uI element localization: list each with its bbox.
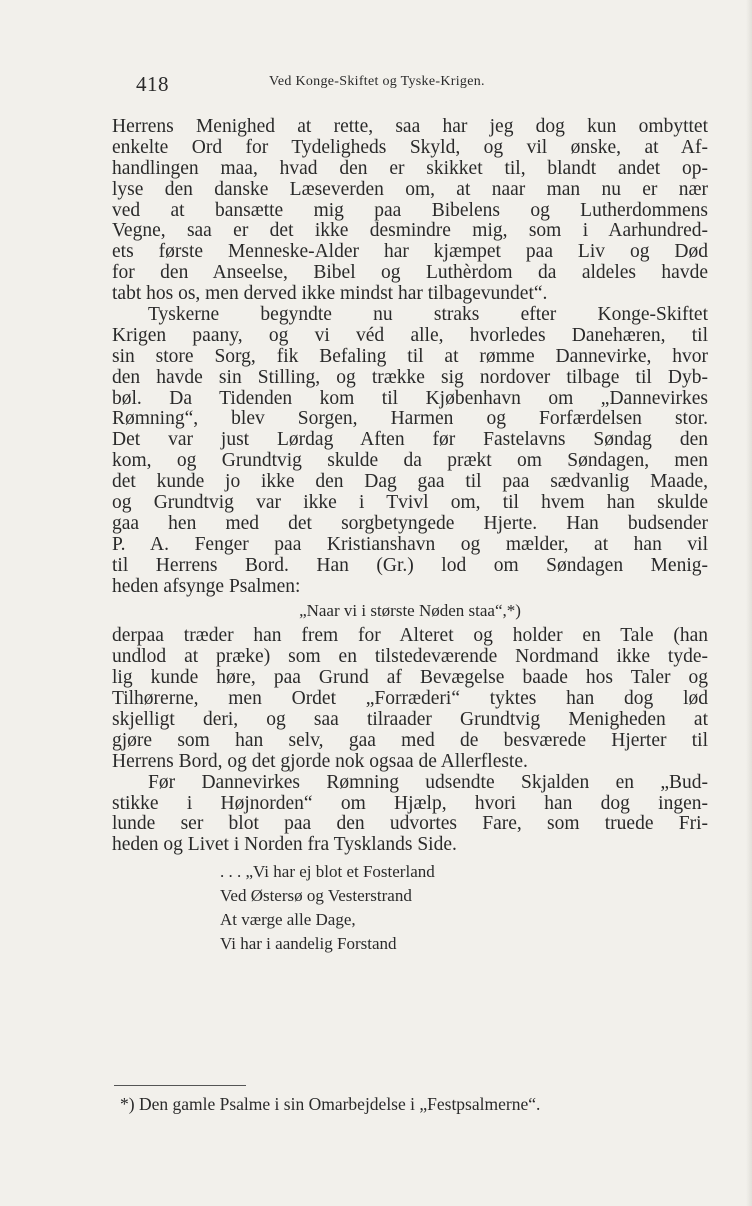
text-line: derpaa træder han frem for Alteret og holder en Tale (han — [112, 625, 708, 647]
psalm-title: „Naar vi i største Nøden staa“,*) — [299, 601, 521, 621]
text-line: Før Dannevirkes Rømning udsendte Skjalden en „Bud- — [148, 771, 708, 793]
text-line: til Herrens Bord. Han (Gr.) lod om Søndagen Menig- — [112, 554, 708, 576]
text-line: Vegne, saa er det ikke desmindre mig, som i Aarhundred- — [112, 220, 708, 242]
text-line: Tilhørerne, men Ordet „Forræderi“ tyktes han dog lød — [112, 688, 708, 710]
paragraph-4 — [112, 773, 708, 857]
text-line: Krigen paany, og vi véd alle, hvorledes Danehæren, til — [112, 324, 708, 346]
footnote-rule — [114, 1085, 246, 1086]
verse-line: At værge alle Dage, — [220, 910, 356, 930]
text-line: den havde sin Stilling, og trække sig nordover tilbage til Dyb- — [112, 366, 708, 388]
text-line: Det var just Lørdag Aften før Fastelavns Søndag den — [112, 429, 708, 451]
text-line: ved at bansætte mig paa Bibelens og Lutherdommens — [112, 199, 708, 221]
text-line: Tyskerne begyndte nu straks efter Konge-Skiftet — [148, 304, 708, 326]
paragraph-3 — [112, 626, 708, 772]
running-head — [136, 70, 616, 96]
text-line: skjelligt deri, og saa tilraader Grundtvig Menigheden at — [112, 708, 708, 730]
page-edge — [746, 0, 752, 1206]
text-line: sin store Sorg, fik Befaling til at rømme Dannevirke, hvor — [112, 345, 708, 367]
text-line: kom, og Grundtvig skulde da prækt om Søndagen, men — [112, 450, 708, 472]
text-line: det kunde jo ikke den Dag gaa til paa sædvanlig Maade, — [112, 471, 708, 493]
text-line: Herrens Menighed at rette, saa har jeg dog kun ombyttet — [112, 116, 708, 137]
paragraph-1 — [112, 117, 708, 305]
text-line: Herrens Bord, og det gjorde nok ogsaa de Allerfleste. — [112, 750, 528, 772]
text-line: bøl. Da Tidenden kom til Kjøbenhavn om „Dannevirkes — [112, 387, 708, 409]
page-number: 418 — [136, 72, 169, 96]
verse-line: Vi har i aandelig Forstand — [220, 934, 397, 954]
text-line: tabt hos os, men derved ikke mindst har tilbagevundet“. — [112, 283, 548, 305]
text-line: handlingen maa, hvad den er skikket til, blandt andet op- — [112, 157, 708, 179]
text-line: undlod at præke) som en tilstedeværende Nordmand ikke tyde- — [112, 646, 708, 668]
text-line: gaa hen med det sorgbetyngede Hjerte. Han budsender — [112, 512, 708, 534]
text-line: og Grundtvig var ikke i Tvivl om, til hvem han skulde — [112, 492, 708, 514]
text-line: enkelte Ord for Tydeligheds Skyld, og vil ønske, at Af- — [112, 136, 708, 158]
footnote: *) Den gamle Psalme i sin Omarbejdelse i „Festpsalmerne“. — [120, 1094, 541, 1114]
text-line: stikke i Højnorden“ om Hjælp, hvori han dog ingen- — [112, 792, 708, 814]
text-line: lig kunde høre, paa Grund af Bevægelse baade hos Taler og — [112, 667, 708, 689]
running-title: Ved Konge-Skiftet og Tyske-Krigen. — [269, 74, 485, 89]
text-line: ets første Menneske-Alder har kjæmpet paa Liv og Død — [112, 241, 708, 263]
text-line: Rømning“, blev Sorgen, Harmen og Forfærdelsen stor. — [112, 408, 708, 430]
verse-line: . . . „Vi har ej blot et Fosterland — [220, 862, 435, 882]
body-text — [112, 117, 708, 956]
text-line: gjøre som han selv, gaa med de besværede Hjerter til — [112, 729, 708, 751]
verse-line: Ved Østersø og Vesterstrand — [220, 886, 412, 906]
text-line: for den Anseelse, Bibel og Luthèrdom da aldeles havde — [112, 262, 708, 284]
text-line: lunde ser blot paa den udvortes Fare, som truede Fri- — [112, 813, 708, 835]
paragraph-2 — [112, 305, 708, 597]
text-line: P. A. Fenger paa Kristianshavn og mælder, at han vil — [112, 533, 708, 555]
text-line: lyse den danske Læseverden om, at naar man nu er nær — [112, 178, 708, 200]
verse-block — [112, 860, 708, 956]
text-line: heden afsynge Psalmen: — [112, 575, 301, 597]
text-line: heden og Livet i Norden fra Tysklands Side. — [112, 834, 457, 856]
